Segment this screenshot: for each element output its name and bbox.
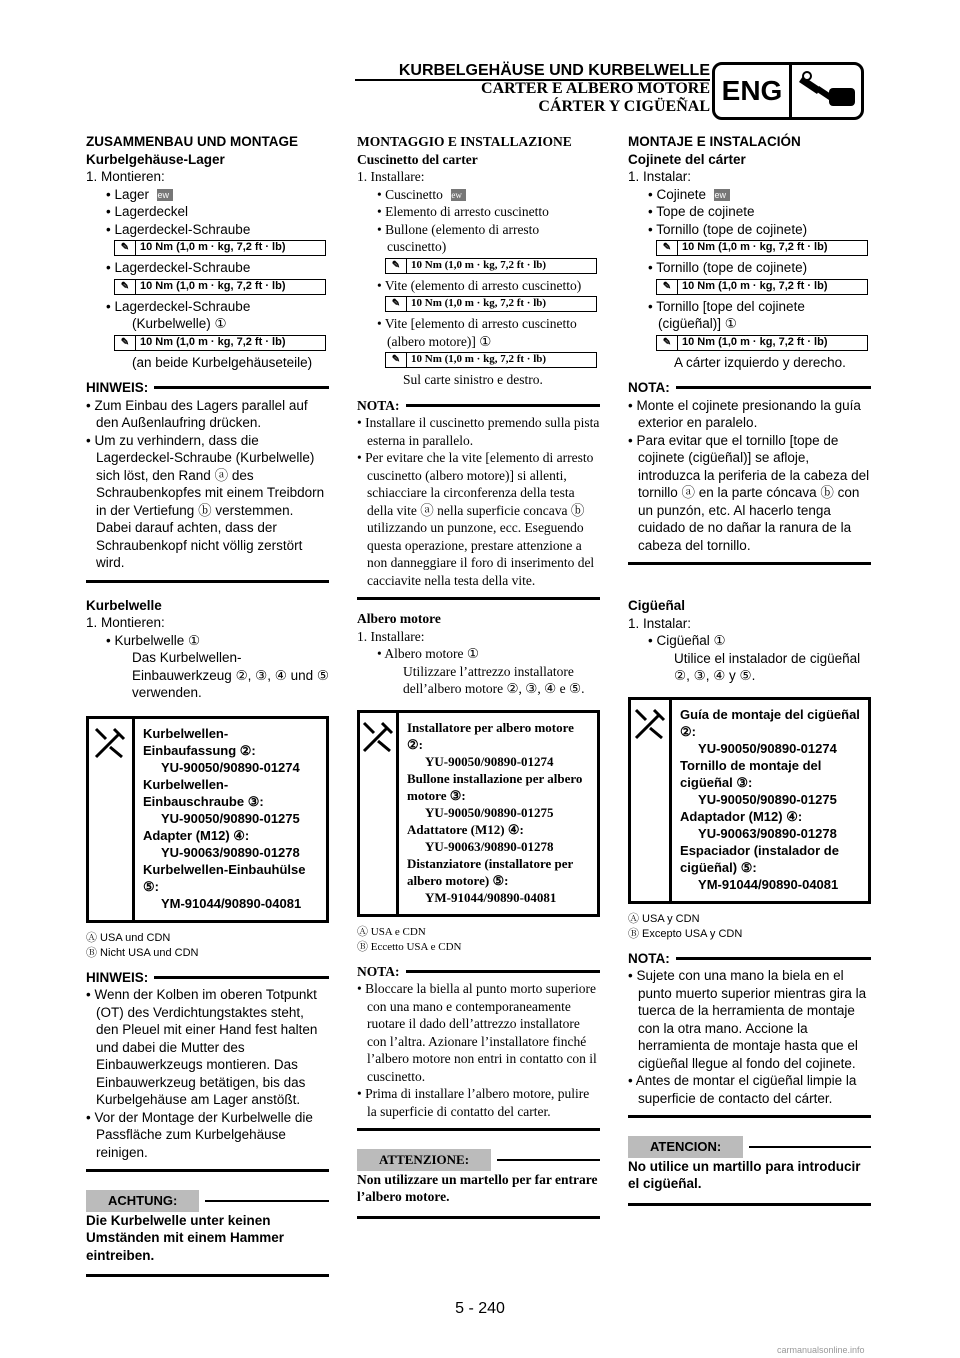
wrench-icon: ✎ (115, 336, 136, 350)
section-heading: MONTAGGIO E INSTALLAZIONE (357, 134, 572, 149)
tool-number: YU-90063/90890-01278 (160, 844, 300, 860)
torque-spec: ✎ 10 Nm (1,0 m · kg, 7,2 ft · lb) (656, 240, 868, 256)
list-item: • Albero motore ① (377, 646, 479, 661)
tool-number: YM-91044/90890-04081 (698, 876, 839, 892)
note-item: • Antes de montar el cigüeñal limpie la superficie de contacto del cárter. (628, 1073, 857, 1106)
tool-name: Kurbelwellen-Einbauhülse ⑤: (142, 861, 306, 894)
list-item: • Cuscinetto New (357, 186, 600, 204)
note-item: • Bloccare la biella al punto morto superiore con una mano e contemporaneamente ruotare il dado dell’attrezzo installatore con l’altra. Azionare l’installatore finché l’albero motore non entri in contatto con il cuscinetto. (357, 981, 597, 1084)
caution-heading: ATTENZIONE: (357, 1149, 600, 1171)
note-item: • Sujete con una mano la biela en el punto muerto superior mientras gira la tuerca de la herramienta de montaje con la otra mano. Accione la herramienta de montaje hasta que el cigüeñal llegue al fondo del cojinete. (628, 968, 867, 1071)
list-item: • Kurbelwelle ① (106, 632, 201, 648)
list-item-cont: (Kurbelwelle) ① (132, 316, 227, 331)
list-item: • Vite [elemento di arresto cuscinetto (albero motore)] ① (377, 316, 577, 349)
torque-spec: ✎ 10 Nm (1,0 m · kg, 7,2 ft · lb) (385, 258, 597, 274)
torque-spec: ✎ 10 Nm (1,0 m · kg, 7,2 ft · lb) (114, 240, 326, 256)
torque-spec: ✎ 10 Nm (1,0 m · kg, 7,2 ft · lb) (114, 335, 326, 351)
column-it (357, 133, 600, 1219)
wrench-icon: ✎ (115, 280, 136, 294)
new-badge: New (714, 189, 730, 201)
section-heading: MONTAJE E INSTALACIÓN (628, 134, 801, 149)
tool-number: YM-91044/90890-04081 (425, 889, 557, 905)
tool-icon (631, 700, 672, 901)
tool-icon (360, 713, 399, 914)
list-item: • Vite (elemento di arresto cuscinetto) (377, 277, 582, 293)
page-number: 5 - 240 (455, 1300, 505, 1317)
list-item: • Tornillo [tope del cojinete (cigüeñal)] ① (648, 298, 805, 331)
note-item: • Prima di installare l’albero motore, pulire la superficie di contatto del carter. (357, 1086, 590, 1119)
language-badge (712, 62, 864, 120)
subsection-heading: Cigüeñal (628, 598, 686, 613)
divider (628, 1203, 871, 1206)
header-title-es: CÁRTER Y CIGÜEÑAL (538, 98, 710, 115)
tool-name: Kurbelwellen-Einbaufassung ②: (142, 725, 256, 758)
wrench-icon: ✎ (657, 336, 678, 350)
list-item: • Cojinete New (628, 186, 871, 204)
tool-name: Adaptador (M12) ④: (680, 808, 803, 824)
tool-number: YU-90063/90890-01278 (425, 838, 554, 854)
note-heading: HINWEIS: (86, 969, 329, 987)
tool-number: YU-90050/90890-01275 (698, 791, 837, 807)
divider (86, 580, 329, 583)
note-heading: NOTA: (628, 379, 871, 397)
wrench-icon: ✎ (386, 353, 407, 367)
tool-name: Espaciador (instalador de cigüeñal) ⑤: (680, 842, 839, 875)
torque-spec: ✎ 10 Nm (1,0 m · kg, 7,2 ft · lb) (114, 279, 326, 295)
subsection-heading: Albero motore (357, 611, 441, 626)
wrench-icon: ✎ (386, 297, 407, 311)
caution-heading: ATENCION: (628, 1136, 871, 1158)
note-item: • Wenn der Kolben im oberen Totpunkt (OT) des Verdichtungstaktes steht, den Pleuel mit einer Hand fest halten und dabei die Mutter des Einbauwerkzeugs montieren. Das Einbauwerkzeug betätigen, bis das Kurbelgehäuse am Lager anstößt. (86, 987, 318, 1107)
divider (357, 597, 600, 600)
list-item-desc: Utilizzare l’attrezzo installatore dell’albero motore ②, ③, ④ e ⑤. (403, 663, 585, 696)
step: 1. Instalar: (628, 615, 692, 631)
step: 1. Instalar: (628, 169, 692, 184)
tool-name: Distanziatore (installatore per albero motore) ⑤: (407, 855, 574, 888)
wrench-icon: ✎ (386, 259, 407, 273)
tool-number: YU-90050/90890-01275 (425, 804, 554, 820)
list-item-note: (an beide Kurbelgehäuseteile) (132, 354, 313, 370)
tool-number: YU-90050/90890-01274 (698, 740, 837, 756)
tool-number: YU-90050/90890-01274 (425, 753, 554, 769)
list-item: • Lagerdeckel-Schraube (106, 221, 251, 237)
header-title-de: KURBELGEHÄUSE UND KURBELWELLE (398, 62, 710, 79)
tool-box (86, 716, 329, 923)
note-heading: NOTA: (357, 397, 600, 415)
list-item-note: A cárter izquierdo y derecho. (674, 354, 846, 370)
tool-name: Adapter (M12) ④: (142, 827, 250, 843)
torque-spec: ✎ 10 Nm (1,0 m · kg, 7,2 ft · lb) (385, 352, 597, 368)
torque-spec: ✎ 10 Nm (1,0 m · kg, 7,2 ft · lb) (385, 296, 597, 312)
list-item: • Tope de cojinete (648, 204, 755, 219)
step: 1. Installare: (357, 169, 425, 184)
note-item: • Um zu verhindern, dass die Lagerdeckel-Schraube (Kurbelwelle) sich löst, den Rand ⓐ des Schraubenkopfes mit einem Treibdorn in der Vertiefung ⓑ verstemmen. Dabei darauf achten, dass der Schraubenkopf nicht völlig zerstört wird. (86, 432, 325, 570)
subsection-heading: Cuscinetto del carter (357, 151, 478, 167)
tool-box (357, 710, 600, 917)
list-item: • Bullone (elemento di arresto cuscinetto) (377, 221, 540, 254)
tool-name: Installatore per albero motore ②: (407, 719, 574, 752)
crankshaft-icon (792, 65, 861, 117)
wrench-icon: ✎ (657, 241, 678, 255)
note-heading: HINWEIS: (86, 379, 329, 397)
divider (357, 1216, 600, 1219)
torque-spec: ✎ 10 Nm (1,0 m · kg, 7,2 ft · lb) (656, 279, 868, 295)
column-es (628, 133, 871, 1206)
note-item: • Vor der Montage der Kurbelwelle die Passfläche zum Kurbelgehäuse reinigen. (86, 1109, 313, 1160)
divider (628, 1115, 871, 1118)
legend: Ⓐ USA e CDN Ⓑ Eccetto USA e CDN (357, 925, 462, 953)
caution-text: No utilice un martillo para introducir el cigüeñal. (628, 1158, 861, 1191)
header-title-it: CARTER E ALBERO MOTORE (481, 80, 710, 97)
tool-number: YU-90063/90890-01278 (698, 825, 837, 841)
subsection-heading: Kurbelgehäuse-Lager (86, 151, 225, 167)
list-item: • Lagerdeckel-Schraube (106, 260, 251, 275)
divider (86, 1274, 329, 1277)
list-item: • Lagerdeckel (106, 204, 189, 219)
tool-number: YM-91044/90890-04081 (160, 895, 302, 911)
caution-text: Die Kurbelwelle unter keinen Umständen mit einem Hammer eintreiben. (86, 1212, 285, 1263)
note-item: • Para evitar que el tornillo [tope de cojinete (cigüeñal)] se afloje, introduzca la periferia de la cabeza del tornillo ⓐ en la parte cóncava ⓑ con un punzón, etc. Al hacerlo tenga cuidado de no dañar la ranura de la cabeza del tornillo. (628, 432, 870, 553)
caution-heading: ACHTUNG: (86, 1190, 329, 1212)
language-label: ENG (715, 65, 792, 117)
legend: Ⓐ USA und CDN Ⓑ Nicht USA und CDN (86, 931, 199, 959)
tool-name: Guía de montaje del cigüeñal ②: (680, 706, 860, 739)
column-de (86, 133, 329, 1277)
tool-name: Bullone installazione per albero motore ③: (407, 770, 583, 803)
new-badge: New (157, 189, 173, 201)
tool-box (628, 697, 871, 904)
watermark: carmanualsonline.info (777, 1345, 865, 1355)
step: 1. Montieren: (86, 615, 165, 630)
legend: Ⓐ USA y CDN Ⓑ Excepto USA y CDN (628, 912, 743, 940)
section-heading: ZUSAMMENBAU UND MONTAGE (86, 134, 298, 149)
tool-name: Tornillo de montaje del cigüeñal ③: (680, 757, 822, 790)
subsection-heading: Cojinete del cárter (628, 151, 746, 167)
new-badge: New (451, 189, 466, 201)
list-item: • Cigüeñal ① (648, 633, 726, 648)
divider (357, 1128, 600, 1131)
list-item: • Elemento di arresto cuscinetto (377, 204, 549, 219)
note-item: • Zum Einbau des Lagers parallel auf den Außenlaufring drücken. (86, 397, 308, 430)
divider (628, 562, 871, 565)
caution-text: Non utilizzare un martello per far entrare l’albero motore. (357, 1171, 598, 1204)
note-item: • Monte el cojinete presionando la guía exterior en paralelo. (628, 397, 861, 430)
subsection-heading: Kurbelwelle (86, 597, 162, 613)
list-item-desc: Das Kurbelwellen-Einbauwerkzeug ②, ③, ④ und ⑤ verwenden. (132, 650, 330, 700)
note-item: • Installare il cuscinetto premendo sulla pista esterna in parallelo. (357, 415, 600, 448)
list-item-note: Sul carte sinistro e destro. (403, 372, 543, 387)
list-item: • Lager New (86, 186, 329, 204)
step: 1. Installare: (357, 628, 425, 644)
wrench-icon: ✎ (657, 280, 678, 294)
tool-number: YU-90050/90890-01275 (160, 810, 300, 826)
tool-number: YU-90050/90890-01274 (160, 759, 300, 775)
tool-icon (89, 719, 135, 920)
note-heading: NOTA: (628, 950, 871, 968)
divider (86, 1169, 329, 1172)
wrench-icon: ✎ (115, 241, 136, 255)
note-heading: NOTA: (357, 963, 600, 981)
step: 1. Montieren: (86, 169, 165, 184)
torque-spec: ✎ 10 Nm (1,0 m · kg, 7,2 ft · lb) (656, 335, 868, 351)
tool-name: Kurbelwellen-Einbauschraube ③: (142, 776, 264, 809)
tool-name: Adattatore (M12) ④: (407, 821, 524, 837)
list-item: • Tornillo (tope de cojinete) (648, 221, 808, 237)
list-item-desc: Utilice el instalador de cigüeñal ②, ③, ④ y ⑤. (674, 650, 861, 683)
list-item: • Tornillo (tope de cojinete) (648, 260, 808, 275)
note-item: • Per evitare che la vite [elemento di arresto cuscinetto (albero motore)] si allenti, schiacciare la circonferenza della testa della vite ⓐ nella superficie concava ⓑ utilizzando un punzone, ecc. Eseguendo questa operazione, prestare attenzione a non danneggiare il foro di inserimento del cacciavite nella testa della vite. (357, 450, 595, 588)
list-item: • Lagerdeckel-Schraube (106, 298, 251, 314)
